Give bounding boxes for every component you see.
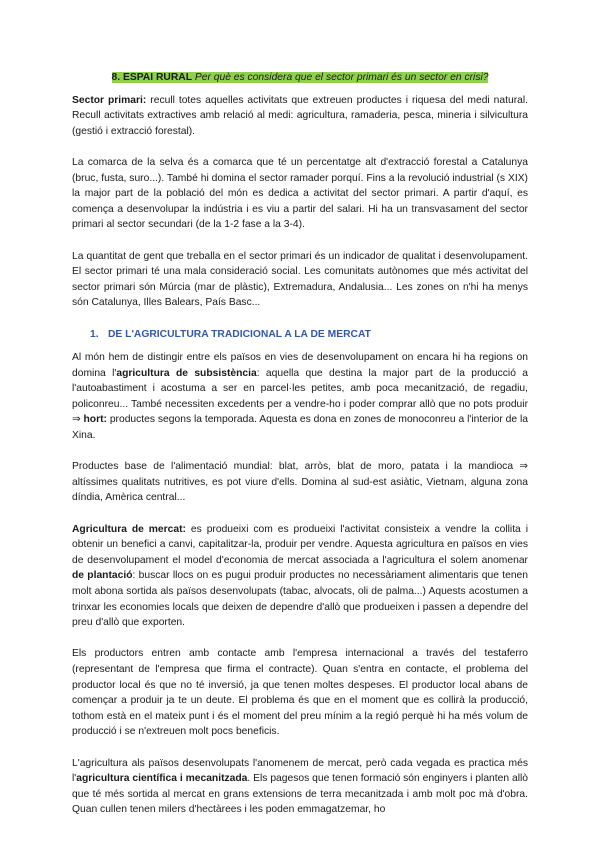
paragraph-sector-primari	[72, 93, 528, 140]
paragraph-qualitat: La quantitat de gent que treballa en el sector primari és un indicador de qualitat i desenvolupament. El sector primari té una mala consideració social. Les comunitats autònomes que més activitat del sector primari són Múrcia (mar de plàstic), Extremadura, Andalusia... Les zones on n'hi ha menys són Catalunya, Illes Balears, País Basc...	[72, 250, 528, 309]
term-sector-primari: Sector primari:	[72, 94, 147, 106]
heading-agricultura	[72, 327, 528, 343]
section-question: Per què es considera que el sector primari és un sector en crisi?	[194, 72, 489, 83]
paragraph-productes-base: Productes base de l'alimentació mundial: blat, arròs, blat de moro, patata i la mandioca ⇒ altíssimes qualitats nutritives, es pot viure d'ells. Domina al sud-est asiàtic, Vietnam, alguna zona díndia, Amèrica central...	[72, 461, 528, 504]
text-run: Al món hem de distingir entre els països en vies de desenvolupament on encara hi ha regions on domina l'	[72, 352, 528, 379]
term-plantacio: de plantació	[72, 570, 133, 582]
document-body	[72, 70, 528, 834]
paragraph-text: recull totes aquelles activitats que extreuen productes i riquesa del medi natural. Recull activitats extractives amb relació al medi: agricultura, ramaderia, pesca, mineria i silvicultura (gestió i extracció forestal).	[72, 94, 529, 137]
term-hort: hort:	[83, 414, 107, 426]
paragraph-comarca-selva: La comarca de la selva és a comarca que té un percentatge alt d'extracció forestal a Catalunya (bruc, fusta, suro...). També hi domina el sector ramader porquí. Fins a la revolució industrial (s XIX) la major part de la població del món es dedica a activitat del sector primari. A partir d'aquí, es comença a desenvolupar la indústria i es viu a partir del salari. Hi ha un transvasament del sector primari al sector secundari (de la 1-2 fase a la 3-4).	[72, 156, 528, 231]
heading-number: 1.	[90, 328, 99, 340]
section-title	[72, 70, 528, 86]
text-run: : aquella que destina la major part de la producció a l'autoabastiment i acostuma a ser en parcel·les petites, amb poca mecanització, de regadiu, policonreu... També necessiten excedents per a vendre-ho i poder comprar allò que no pots produir ⇒	[72, 367, 529, 426]
term-subsistencia: agricultura de subsistència	[116, 367, 257, 379]
paragraph-productors: Els productors entren amb contacte amb l'empresa internacional a través del testaferro (representant de l'empresa que firma el contracte). Quan s'entra en contacte, el problema del productor local és que no té inversió, ja que tenen moltes despeses. El productor local abans de començar a produir ja te un deute. El problema és que en el moment que es collirà la producció, tothom està en el mateix punt i és el moment del preu mínim a la regió perquè hi ha més volum de producció i se n'extreuen molt pocs beneficis.	[72, 648, 528, 738]
section-number-label: 8. ESPAI RURAL	[111, 72, 192, 83]
paragraph-subsistencia	[72, 350, 528, 444]
text-run: . Els pagesos que tenen formació són enginyers i planten allò que té més sortida al mercat en grans extensions de terra mecanitzada i amb molt poc mà d'obra. Quan cullen tenen milers d'hectàrees i les poden emmagatzemar, ho	[72, 773, 528, 816]
title-highlight	[112, 72, 489, 83]
text-run: es produeixi com es produeixi l'activitat consisteix a vendre la collita i obtenir un benefici a canvi, capitalitzar-la, produir per vendre. Aquesta agricultura en països en vies de desenvolupament el model d'economia de mercat associada a l'agricultura el solem anomenar	[72, 523, 528, 566]
heading-text: DE L'AGRICULTURA TRADICIONAL A LA DE MERCAT	[108, 328, 371, 340]
paragraph-agricultura-cientifica	[72, 756, 528, 818]
term-agricultura-cientifica: agricultura científica i mecanitzada	[76, 773, 248, 785]
paragraph-agricultura-mercat	[72, 522, 528, 631]
text-run: : buscar llocs on es pugui produir productes no necessàriament alimentaris que tenen molt abona sortida als països desenvolupats (tabac, alvocats, oli de palma...) Aquests acostumen a trinxar les economies locals que deixen de dependre d'allò que produeixen i passen a dependre del preu d'allò que exporten.	[72, 570, 528, 629]
text-run: L'agricultura als països desenvolupats l'anomenem de mercat, però cada vegada es practica més l'	[72, 757, 528, 785]
text-run: productes segons la temporada. Aquesta es dona en zones de monoconreu a l'interior de la Xina.	[72, 414, 528, 442]
term-agricultura-mercat: Agricultura de mercat:	[72, 523, 186, 535]
